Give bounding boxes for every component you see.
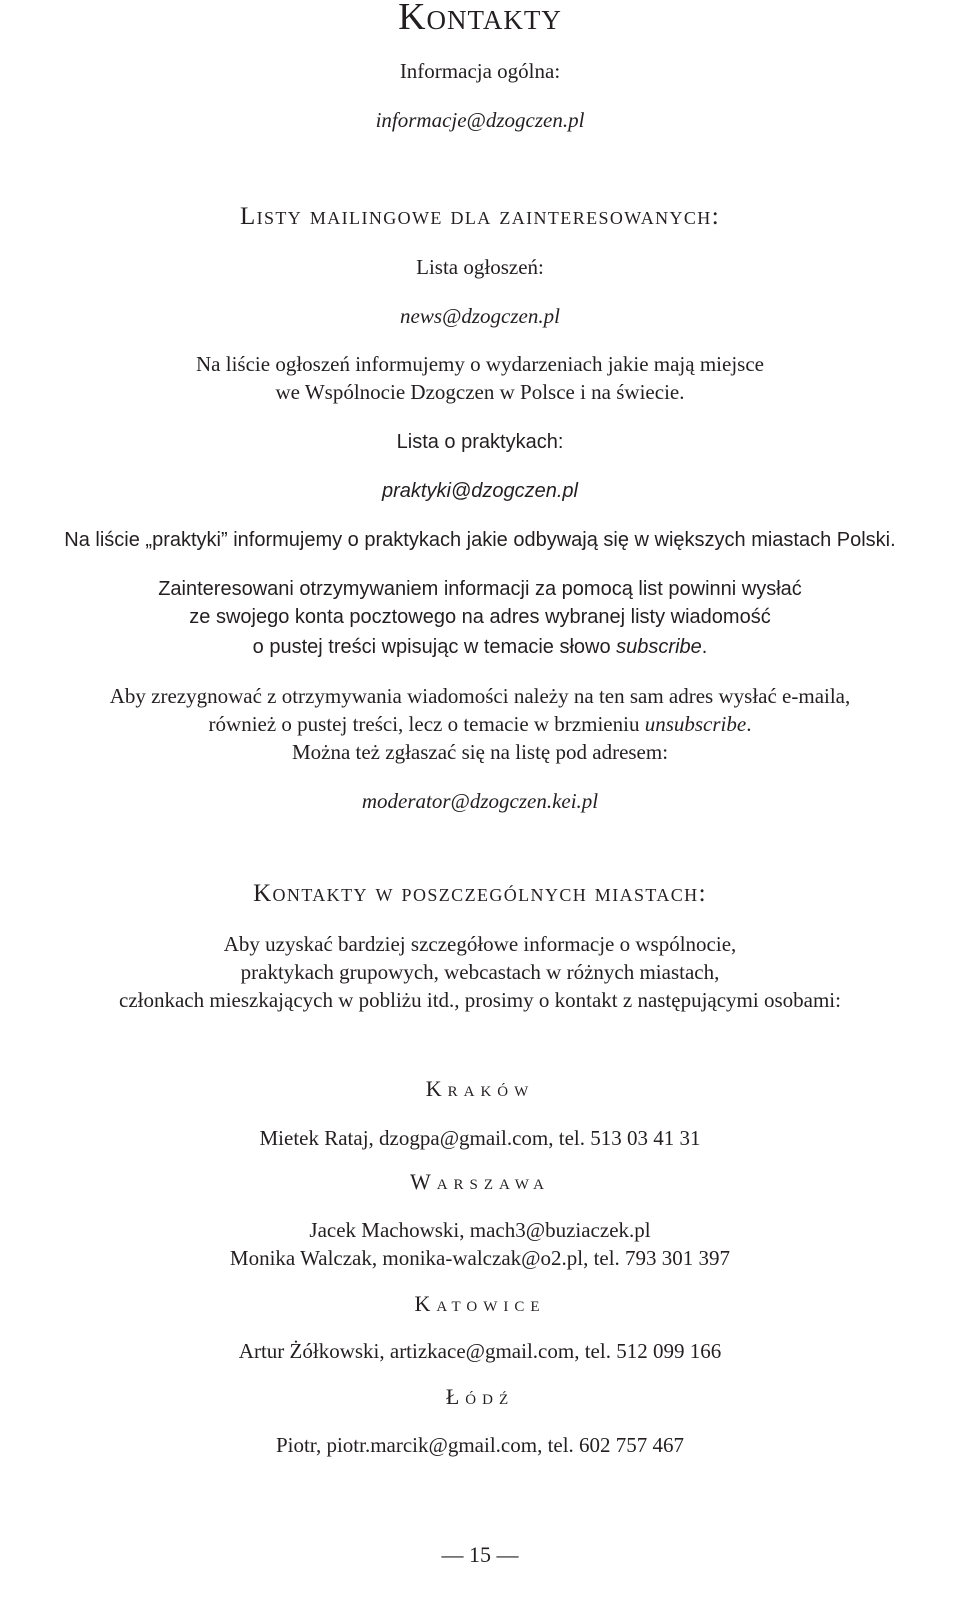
general-info-email[interactable]: informacje@dzogczen.pl: [375, 108, 585, 132]
subscribe-keyword: subscribe: [616, 636, 702, 658]
moderator-line: Można też zgłaszać się na listę pod adresem:: [291, 740, 669, 764]
subscribe-instructions-line-1: Zainteresowani otrzymywaniem informacji za pomocą list powinni wysłać: [158, 578, 802, 600]
contact-entry-warszawa-2: Monika Walczak, monika-walczak@o2.pl, tel. 793 301 397: [229, 1246, 731, 1270]
unsubscribe-instructions-text: również o pustej treści, lecz o temacie w brzmieniu: [208, 712, 645, 736]
moderator-email[interactable]: moderator@dzogczen.kei.pl: [361, 789, 599, 813]
practice-list-label: Lista o praktykach:: [396, 431, 564, 453]
page-title: Kontakty: [398, 0, 562, 38]
unsubscribe-instructions-line-1: Aby zrezygnować z otrzymywania wiadomości należy na ten sam adres wysłać e-maila,: [109, 684, 851, 708]
city-name-lodz: Łódź: [445, 1384, 515, 1409]
unsubscribe-keyword: unsubscribe: [644, 712, 747, 736]
city-name-warszawa: Warszawa: [409, 1169, 551, 1194]
mailing-lists-heading: Listy mailingowe dla zainteresowanych:: [239, 203, 721, 230]
subscribe-period: .: [701, 636, 708, 658]
news-list-label: Lista ogłoszeń:: [416, 255, 544, 279]
news-list-description-line-1: Na liście ogłoszeń informujemy o wydarzeniach jakie mają miejsce: [196, 352, 764, 376]
practice-list-description: Na liście „praktyki” informujemy o praktykach jakie odbywają się w większych miastach Polski.: [64, 529, 896, 551]
news-list-email[interactable]: news@dzogczen.pl: [400, 304, 560, 328]
practice-list-email[interactable]: praktyki@dzogczen.pl: [382, 480, 578, 502]
subscribe-instructions-line-3: [0, 634, 960, 660]
contact-entry-krakow: Mietek Rataj, dzogpa@gmail.com, tel. 513 03 41 31: [259, 1126, 701, 1150]
city-contacts-heading: Kontakty w poszczególnych miastach:: [253, 880, 707, 907]
city-contacts-intro-line-1: Aby uzyskać bardziej szczegółowe informacje o wspólnocie,: [223, 932, 737, 956]
unsubscribe-period: .: [746, 712, 752, 736]
contact-entry-lodz: Piotr, piotr.marcik@gmail.com, tel. 602 757 467: [275, 1433, 685, 1457]
page-number: — 15 —: [441, 1542, 519, 1567]
city-name-katowice: Katowice: [414, 1291, 546, 1316]
city-name-krakow: Kraków: [425, 1076, 535, 1101]
city-contacts-intro-line-3: członkach mieszkających w pobliżu itd., prosimy o kontakt z następującymi osobami:: [119, 988, 841, 1012]
subscribe-instructions-text: o pustej treści wpisując w temacie słowo: [252, 636, 617, 658]
contact-entry-warszawa-1: Jacek Machowski, mach3@buziaczek.pl: [309, 1218, 651, 1242]
general-info-label: Informacja ogólna:: [399, 59, 561, 83]
unsubscribe-instructions-line-2: [0, 711, 960, 737]
contact-entry-katowice: Artur Żółkowski, artizkace@gmail.com, tel. 512 099 166: [238, 1339, 722, 1363]
city-contacts-intro-line-2: praktykach grupowych, webcastach w różnych miastach,: [240, 960, 720, 984]
news-list-description-line-2: we Wspólnocie Dzogczen w Polsce i na świecie.: [275, 380, 685, 404]
subscribe-instructions-line-2: ze swojego konta pocztowego na adres wybranej listy wiadomość: [189, 606, 771, 628]
